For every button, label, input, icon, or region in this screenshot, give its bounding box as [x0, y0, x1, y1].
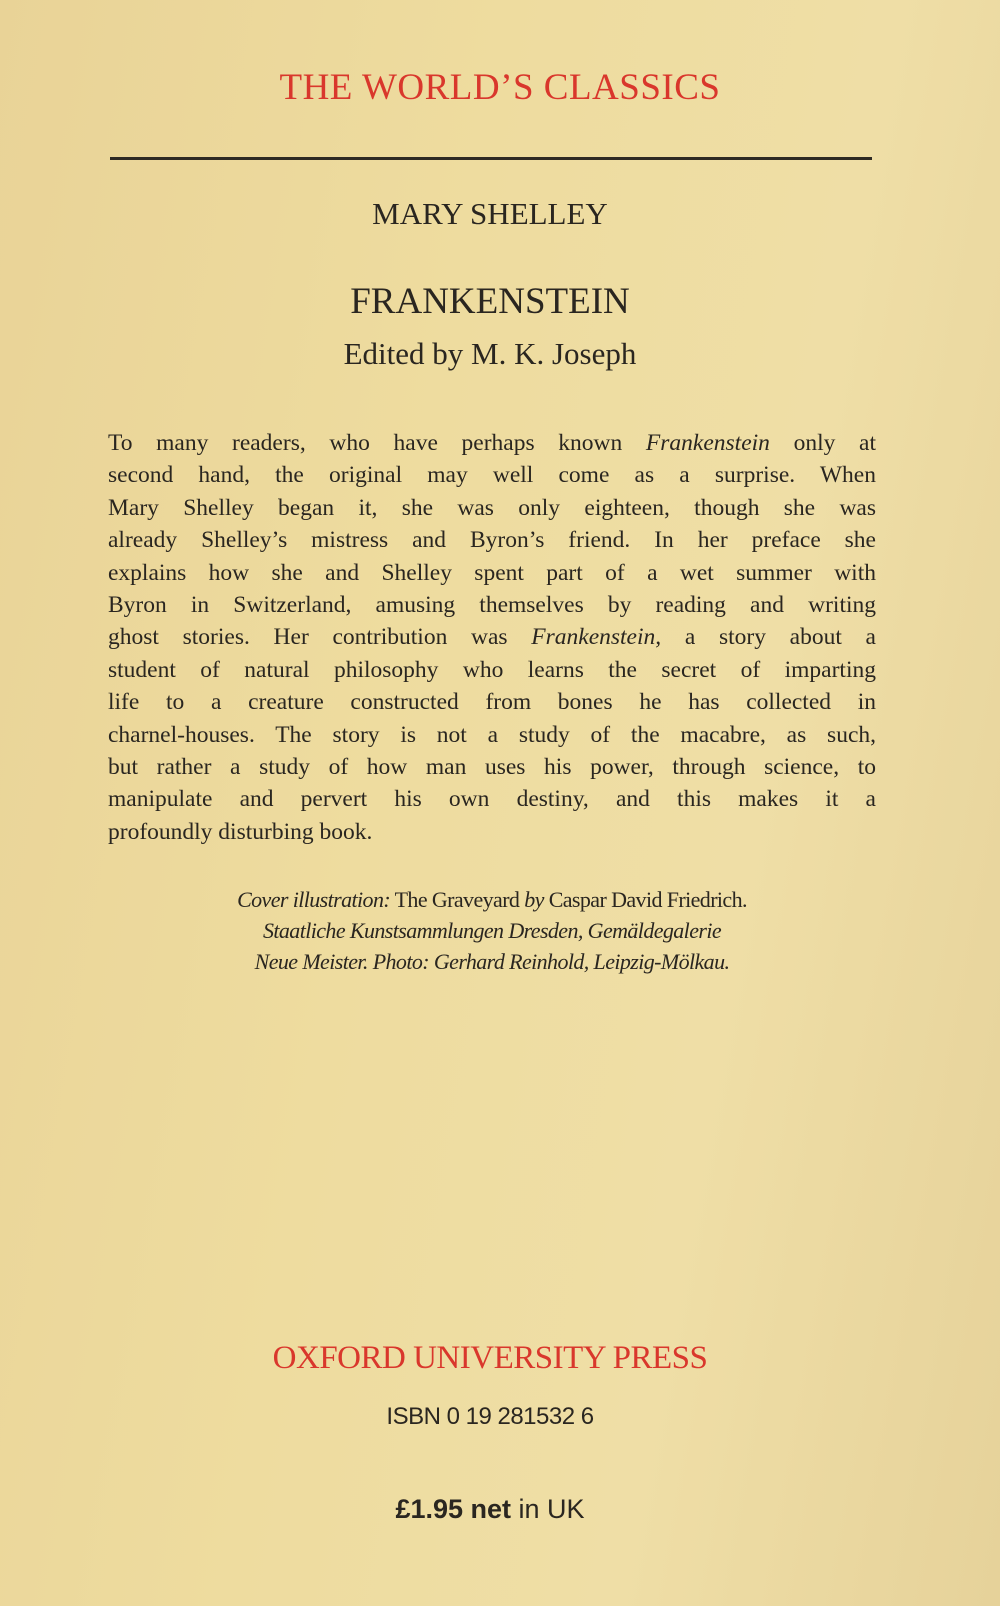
blurb-line — [108, 621, 876, 653]
text: To many readers, who have perhaps known — [108, 430, 646, 456]
text: The Graveyard — [390, 887, 525, 912]
blurb-line — [108, 783, 876, 815]
blurb-line — [108, 557, 876, 589]
text: charnel-houses. The story is not a study of the macabre, as such, — [108, 721, 876, 748]
text: Byron in Switzerland, amusing themselves by reading and writing — [108, 591, 876, 618]
blurb-paragraph — [108, 427, 876, 848]
text: explains how she and Shelley spent part of a wet summer with — [108, 559, 876, 586]
cover-illustration-credit — [0, 884, 984, 977]
italic-text: Frankenstein — [645, 430, 770, 456]
text: student of natural philosophy who learns the secret of imparting — [108, 656, 876, 683]
italic-text: Staatliche Kunstsammlungen Dresden, Gemäldegalerie — [263, 918, 721, 943]
blurb-line — [108, 686, 876, 718]
text: manipulate and pervert his own destiny, and this makes it a — [108, 786, 876, 813]
text: profoundly disturbing book. — [108, 818, 373, 845]
italic-text: Cover illustration: — [237, 887, 391, 912]
italic-text: Neue Meister. Photo: Gerhard Reinhold, Leipzig-Mölkau. — [254, 949, 730, 974]
caption-line — [0, 884, 984, 915]
blurb-line — [108, 589, 876, 621]
italic-text: by — [524, 887, 544, 912]
text: but rather a study of how man uses his power, through science, to — [108, 753, 876, 780]
italic-text: Frankenstein, — [531, 624, 662, 651]
text: Caspar David Friedrich. — [543, 887, 747, 912]
blurb-line — [108, 492, 876, 524]
price-amount: £1.95 net — [395, 1494, 512, 1524]
blurb-line — [108, 524, 876, 556]
text: a story about a — [661, 624, 876, 651]
text: second hand, the original may well come as a surprise. When — [108, 462, 876, 489]
blurb-line — [108, 816, 876, 848]
blurb-line — [108, 719, 876, 751]
blurb-line — [108, 427, 876, 459]
editor-credit: Edited by M. K. Joseph — [343, 336, 637, 371]
text: Mary Shelley began it, she was only eighteen, though she was — [108, 494, 876, 521]
author-name: MARY SHELLEY — [372, 196, 608, 231]
publisher-name: OXFORD UNIVERSITY PRESS — [272, 1340, 708, 1376]
text: life to a creature constructed from bones he has collected in — [108, 689, 876, 716]
caption-line — [0, 946, 984, 977]
blurb-line — [108, 654, 876, 686]
price-region: in UK — [511, 1494, 585, 1524]
text: already Shelley’s mistress and Byron’s friend. In her preface she — [108, 527, 876, 554]
caption-line — [0, 915, 984, 946]
divider-rule — [110, 157, 872, 160]
text: ghost stories. Her contribution was — [108, 624, 532, 651]
book-title: FRANKENSTEIN — [350, 281, 630, 322]
price — [0, 1494, 990, 1525]
blurb-line — [108, 459, 876, 491]
isbn: ISBN 0 19 281532 6 — [386, 1403, 594, 1430]
series-title: THE WORLD’S CLASSICS — [279, 67, 721, 108]
blurb-line — [108, 751, 876, 783]
text: only at — [769, 430, 876, 456]
